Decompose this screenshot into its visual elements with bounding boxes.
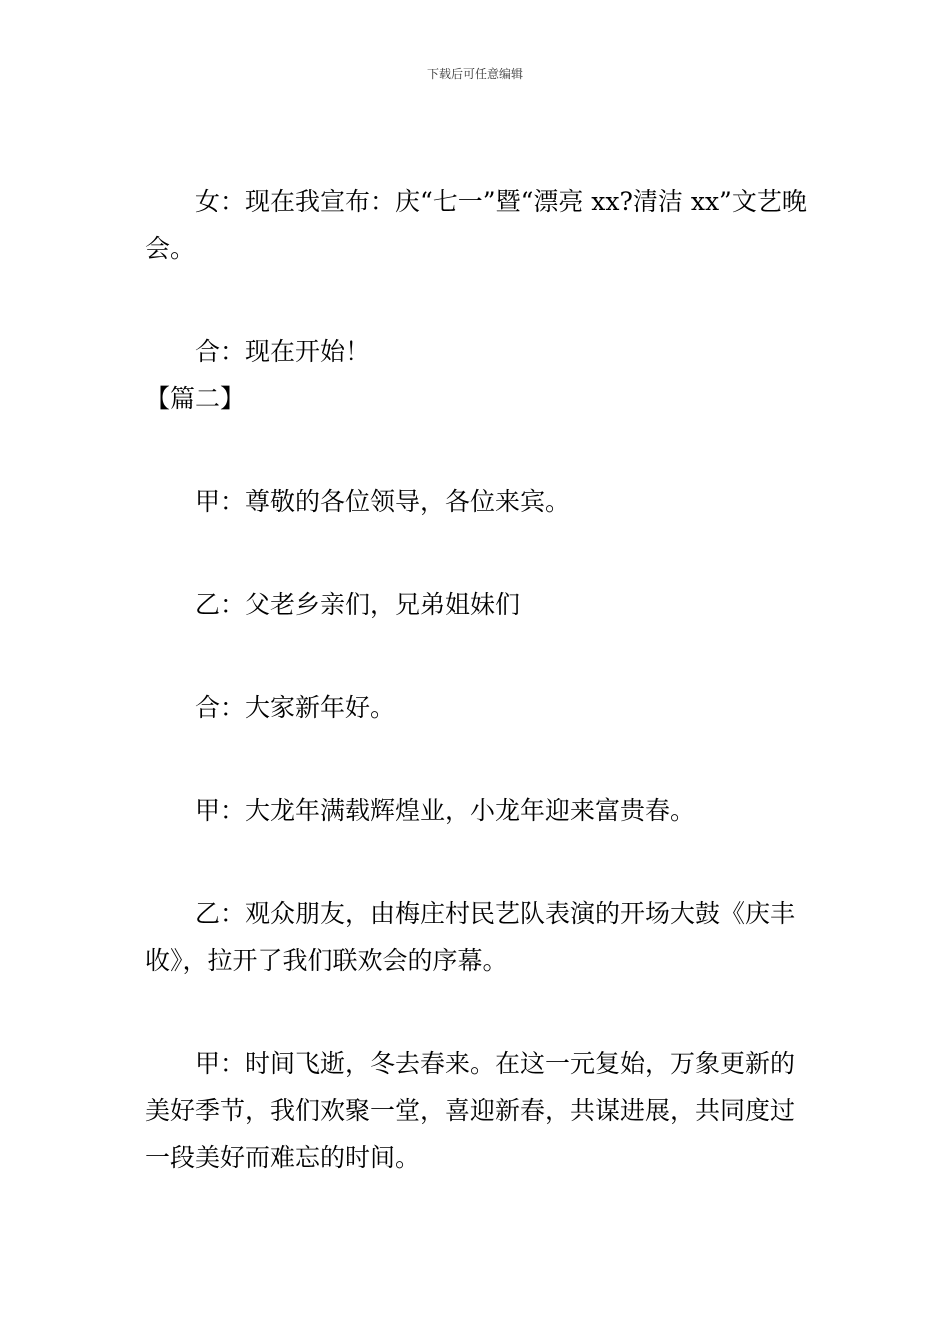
section-title: 【篇二】 [145,384,246,413]
paragraph-greeting-leaders: 甲：尊敬的各位领导，各位来宾。 [195,487,571,516]
paragraph-time-flies: 甲：时间飞逝，冬去春来。在这一元复始，万象更新的美好季节，我们欢聚一堂，喜迎新春，共谋进展，共同度过一段美好而难忘的时间。 [145,1049,796,1172]
paragraph-start: 合：现在开始！ [195,337,371,366]
page-header: 下载后可任意编辑 [426,67,523,81]
paragraph-announcement: 女：现在我宣布：庆“七一”暨“漂亮 xx?清洁 xx”文艺晚会。 [145,187,807,263]
paragraph-opening-drum: 乙：观众朋友，由梅庄村民艺队表演的开场大鼓《庆丰收》，拉开了我们联欢会的序幕。 [145,899,796,975]
paragraph-greeting-villagers: 乙：父老乡亲们，兄弟姐妹们 [195,590,521,619]
paragraph-dragon-year: 甲：大龙年满载辉煌业，小龙年迎来富贵春。 [195,796,696,825]
document-body [145,178,807,1181]
paragraph-happy-new-year: 合：大家新年好。 [195,693,396,722]
